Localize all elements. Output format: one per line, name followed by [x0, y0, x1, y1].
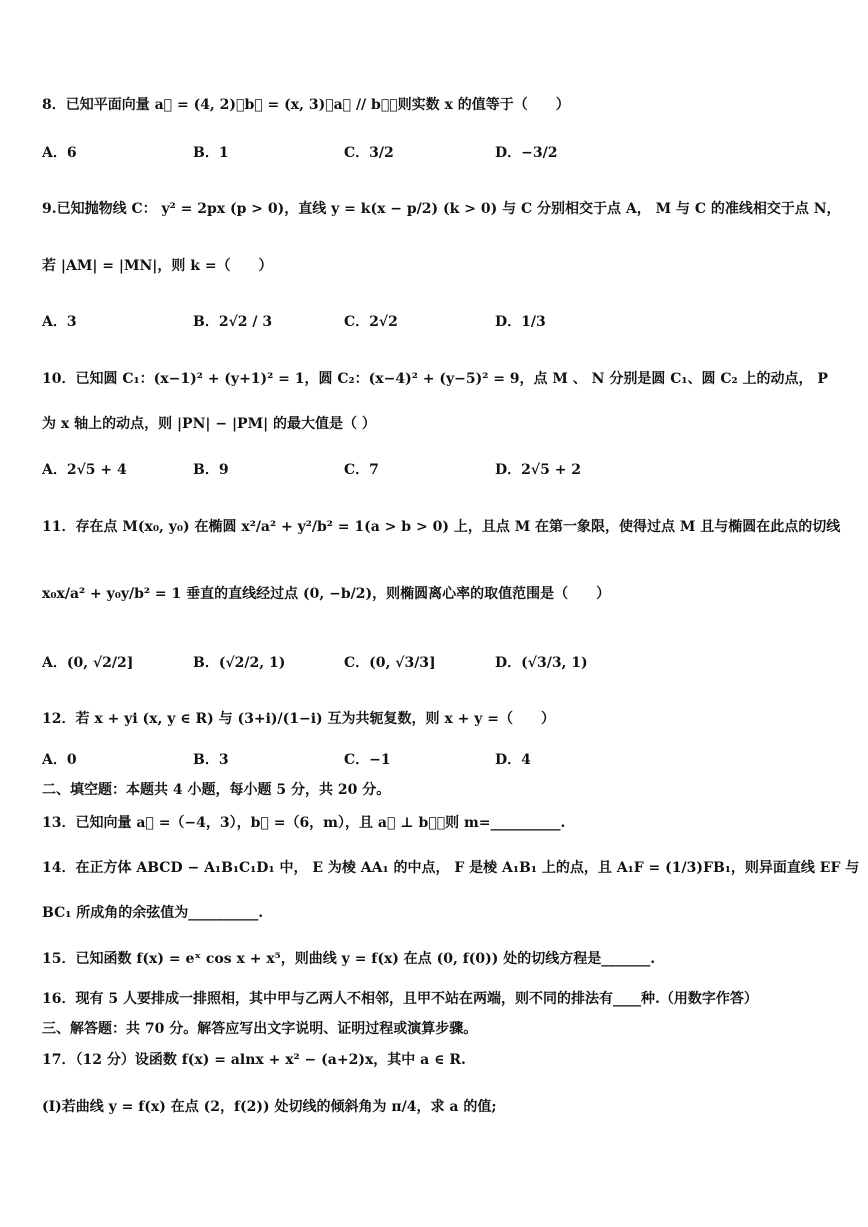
- q11-option-d: D．(√3/3, 1): [495, 655, 588, 671]
- q10-option-b: B．9: [193, 462, 229, 478]
- section-3-heading: 三、解答题：共 70 分。解答应写出文字说明、证明过程或演算步骤。: [42, 1021, 478, 1037]
- question-9-stem-line1: 9.已知抛物线 C： y² = 2px (p > 0)，直线 y = k(x − p/2) (k > 0) 与 C 分别相交于点 A， M 与 C 的准线相交于点 N，: [42, 201, 841, 217]
- q12-option-b: B．3: [193, 752, 229, 768]
- q12-option-c: C．−1: [344, 752, 391, 768]
- q9-option-b: B．2√2 / 3: [193, 314, 273, 330]
- question-10-stem-line1: 10．已知圆 C₁：(x−1)² + (y+1)² = 1，圆 C₂：(x−4)² + (y−5)² = 9，点 M 、 N 分别是圆 C₁、圆 C₂ 上的动点， P: [42, 371, 828, 387]
- question-12-stem: 12．若 x + yi (x, y ∈ R) 与 (3+i)/(1−i) 互为共轭复数，则 x + y =（ ）: [42, 711, 555, 727]
- question-10-stem-line2: 为 x 轴上的动点，则 |PN| − |PM| 的最大值是（ ）: [42, 416, 376, 432]
- question-17-stem: 17．（12 分）设函数 f(x) = alnx + x² − (a+2)x，其中 a ∈ R.: [42, 1052, 466, 1068]
- q10-option-a: A．2√5 + 4: [42, 462, 127, 478]
- q11-option-b: B．(√2/2, 1): [193, 655, 286, 671]
- q12-option-a: A．0: [42, 752, 77, 768]
- question-8-stem: 8．已知平面向量 a⃗ = (4, 2)，b⃗ = (x, 3)，a⃗ // b⃗，则实数 x 的值等于（ ）: [42, 97, 570, 113]
- q9-option-a: A．3: [42, 314, 77, 330]
- q8-option-c: C．3/2: [344, 145, 394, 161]
- question-9-stem-line2: 若 |AM| = |MN|，则 k =（ ）: [42, 258, 273, 274]
- question-14-line1: 14．在正方体 ABCD − A₁B₁C₁D₁ 中， E 为棱 AA₁ 的中点， F 是棱 A₁B₁ 上的点，且 A₁F = (1/3)FB₁，则异面直线 EF 与: [42, 860, 860, 876]
- section-2-heading: 二、填空题：本题共 4 小题，每小题 5 分，共 20 分。: [42, 782, 391, 798]
- q11-option-c: C．(0, √3/3]: [344, 655, 436, 671]
- question-13: 13．已知向量 a⃗ =（−4，3），b⃗ =（6，m），且 a⃗ ⊥ b⃗，则 m=__________.: [42, 815, 566, 831]
- question-11-stem-line1: 11．存在点 M(x₀, y₀) 在椭圆 x²/a² + y²/b² = 1(a > b > 0) 上，且点 M 在第一象限，使得过点 M 且与椭圆在此点的切线: [42, 519, 841, 535]
- q11-option-a: A．(0, √2/2]: [42, 655, 134, 671]
- q10-option-c: C．7: [344, 462, 379, 478]
- question-15: 15．已知函数 f(x) = eˣ cos x + x⁵，则曲线 y = f(x) 在点 (0, f(0)) 处的切线方程是_______.: [42, 951, 656, 967]
- q10-option-d: D．2√5 + 2: [495, 462, 582, 478]
- q8-option-a: A．6: [42, 145, 77, 161]
- question-14-line2: BC₁ 所成角的余弦值为__________.: [42, 905, 264, 921]
- q8-option-d: D．−3/2: [495, 145, 558, 161]
- q9-option-d: D．1/3: [495, 314, 546, 330]
- question-16: 16．现有 5 人要排成一排照相，其中甲与乙两人不相邻，且甲不站在两端，则不同的排法有____种.（用数字作答）: [42, 991, 758, 1007]
- q9-option-c: C．2√2: [344, 314, 398, 330]
- question-17-part-1: (I)若曲线 y = f(x) 在点 (2，f(2)) 处切线的倾斜角为 π/4，求 a 的值;: [42, 1099, 497, 1115]
- question-11-stem-line2: x₀x/a² + y₀y/b² = 1 垂直的直线经过点 (0, −b/2)，则椭圆离心率的取值范围是（ ）: [42, 586, 611, 602]
- q12-option-d: D．4: [495, 752, 531, 768]
- q8-option-b: B．1: [193, 145, 229, 161]
